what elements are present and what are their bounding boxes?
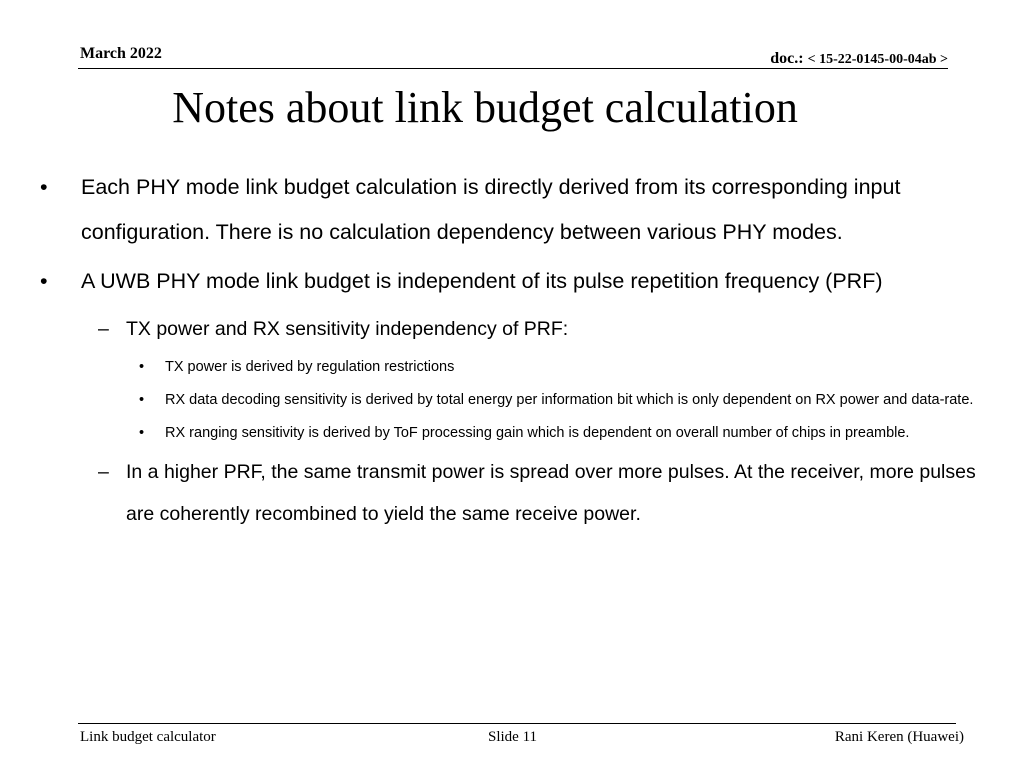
header-doc-number <box>770 50 948 68</box>
footer-author: Rani Keren (Huawei) <box>834 729 964 745</box>
header-date: March 2022 <box>80 45 162 62</box>
sub-sub-bullet-1-text: TX power is derived by regulation restrictions <box>165 359 455 375</box>
dash-mark: – <box>98 318 109 340</box>
dash-mark: – <box>98 461 109 483</box>
sub-sub-bullet-2 <box>40 384 990 416</box>
sub-bullet-2-1-text: TX power and RX sensitivity independency of PRF: <box>126 318 569 340</box>
footer-divider <box>78 723 956 724</box>
slide-body <box>40 165 990 535</box>
sub-bullet-2-2 <box>40 451 990 535</box>
slide-title: Notes about link budget calculation <box>172 83 798 132</box>
bullet-mark: • <box>139 425 145 441</box>
bullet-2-text: A UWB PHY mode link budget is independent of its pulse repetition frequency (PRF) <box>81 269 883 293</box>
bullet-mark: • <box>139 359 145 375</box>
bullet-1 <box>40 165 990 255</box>
footer-left: Link budget calculator <box>80 729 216 745</box>
bullet-mark: • <box>40 175 48 199</box>
sub-bullet-2-2-text: In a higher PRF, the same transmit power is spread over more pulses. At the receiver, more pulses are coherently recombined to yield the same receive power. <box>126 461 976 525</box>
sub-sub-bullet-3-text: RX ranging sensitivity is derived by ToF processing gain which is dependent on overall number of chips in preamble. <box>165 425 910 441</box>
sub-bullet-2-1 <box>40 308 990 350</box>
slide-number: Slide 11 <box>488 729 538 745</box>
bullet-2 <box>40 259 990 304</box>
bullet-1-text: Each PHY mode link budget calculation is directly derived from its corresponding input configuration. There is no calculation dependency between various PHY modes. <box>81 175 901 244</box>
header-divider <box>78 68 948 69</box>
sub-sub-bullet-1 <box>40 351 990 383</box>
bullet-mark: • <box>40 269 48 293</box>
sub-sub-bullet-3 <box>40 417 990 449</box>
doc-label: doc.: <box>770 50 804 67</box>
sub-sub-bullet-2-text: RX data decoding sensitivity is derived by total energy per information bit which is only dependent on RX power and data-rate. <box>165 392 974 408</box>
bullet-mark: • <box>139 392 145 408</box>
doc-number: < 15-22-0145-00-04ab > <box>807 52 948 67</box>
